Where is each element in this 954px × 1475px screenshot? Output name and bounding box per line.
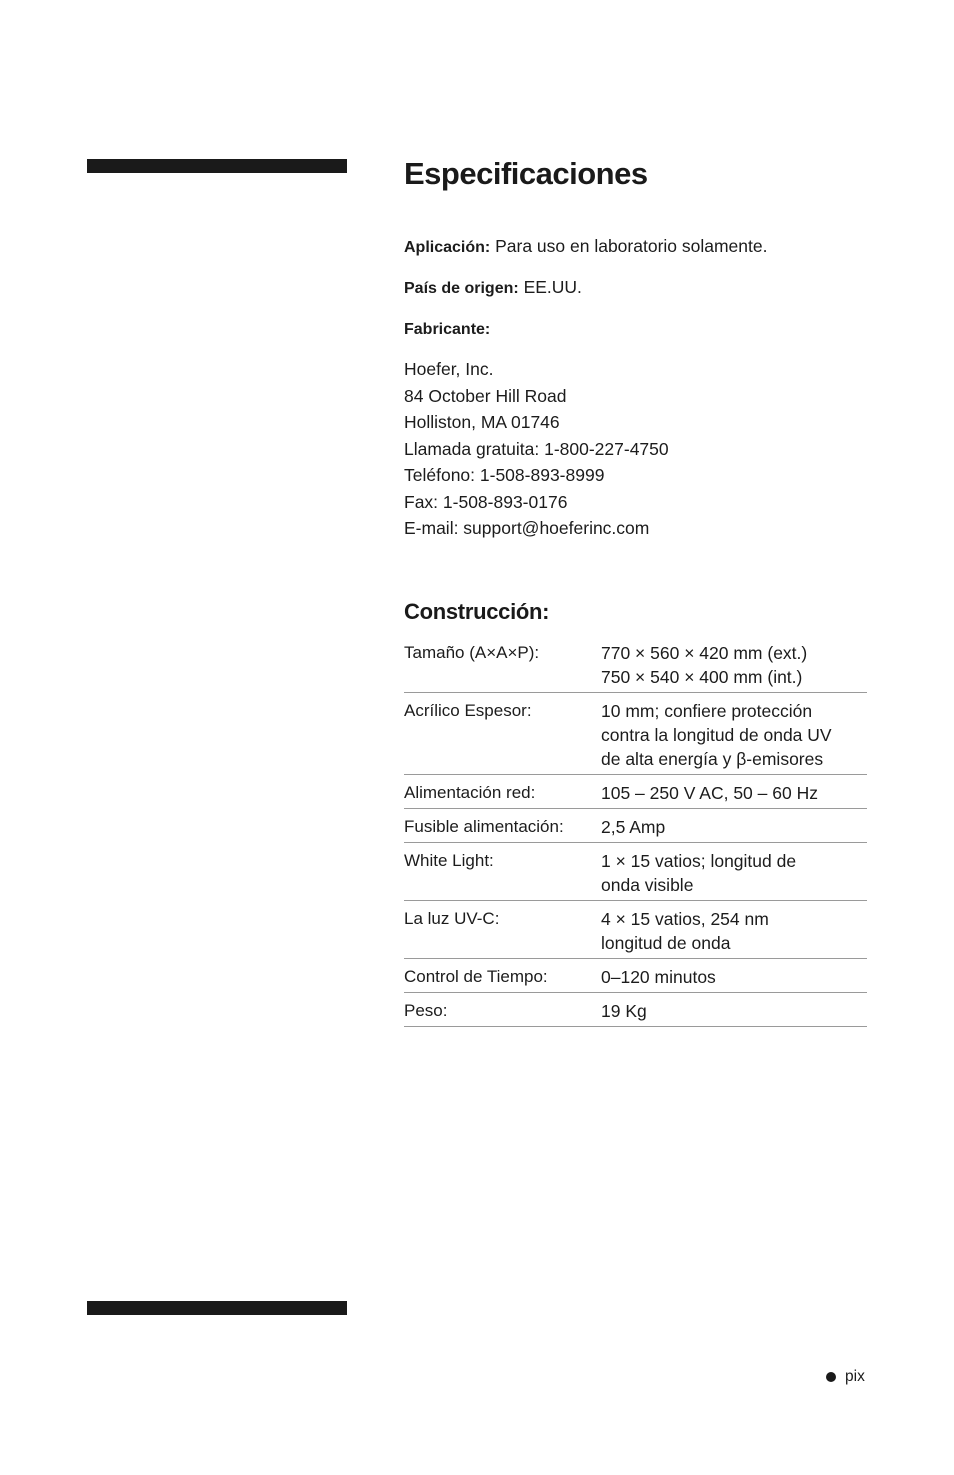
address-line: Holliston, MA 01746 (404, 412, 560, 432)
spec-value (601, 641, 867, 689)
spec-value-line: longitud de onda (601, 933, 731, 953)
field-aplicacion (404, 235, 767, 259)
top-rule-bar (87, 159, 347, 173)
manufacturer-address (404, 356, 669, 542)
spec-row (404, 775, 867, 809)
spec-value (601, 965, 867, 989)
field-fabricante-label: Fabricante: (404, 321, 491, 338)
spec-row (404, 993, 867, 1027)
field-pais-label: País de origen: (404, 280, 519, 297)
field-fabricante (404, 317, 490, 341)
address-line: Hoefer, Inc. (404, 359, 494, 379)
address-line: 84 October Hill Road (404, 385, 567, 406)
spec-label: Tamaño (A×A×P): (404, 643, 540, 662)
main-content (404, 150, 867, 1021)
spec-value-line: 1 × 15 vatios; longitud de (601, 851, 797, 871)
spec-value (601, 999, 867, 1023)
address-line: Llamada gratuita: 1-800-227-4750 (404, 438, 669, 459)
spec-value (601, 699, 867, 771)
spec-value-line: 105 – 250 V AC, 50 – 60 Hz (601, 783, 818, 803)
field-pais-value: EE.UU. (518, 277, 582, 297)
spec-label: Acrílico Espesor: (404, 701, 532, 720)
spec-value (601, 907, 867, 955)
spec-row (404, 901, 867, 959)
section-title-construccion: Construcción: (404, 599, 550, 624)
spec-row (404, 843, 867, 901)
spec-value-line: onda visible (601, 875, 694, 895)
spec-value-line: contra la longitud de onda UV (601, 725, 832, 745)
spec-value-line: 10 mm; confiere protección (601, 701, 813, 721)
spec-value-line: de alta energía y β-emisores (601, 749, 824, 769)
spec-row (404, 959, 867, 993)
spec-row (404, 639, 867, 693)
spec-value-line: 19 Kg (601, 1001, 647, 1021)
bullet-icon (826, 1372, 836, 1382)
spec-value-line: 0–120 minutos (601, 967, 716, 987)
spec-label: Control de Tiempo: (404, 967, 548, 986)
spec-row (404, 693, 867, 775)
field-aplicacion-label: Aplicación: (404, 239, 491, 256)
spec-value (601, 849, 867, 897)
spec-label: Fusible alimentación: (404, 817, 564, 836)
spec-label: Alimentación red: (404, 783, 536, 802)
address-line: Teléfono: 1-508-893-8999 (404, 465, 605, 485)
spec-label: La luz UV-C: (404, 909, 500, 928)
page-number: pix (845, 1368, 865, 1385)
page-footer (826, 1366, 865, 1388)
field-pais (404, 276, 582, 300)
spec-value-line: 770 × 560 × 420 mm (ext.) (601, 643, 808, 663)
spec-value-line: 4 × 15 vatios, 254 nm (601, 909, 769, 929)
spec-value (601, 815, 867, 839)
spec-row (404, 809, 867, 843)
bottom-rule-bar (87, 1301, 347, 1315)
address-line: Fax: 1-508-893-0176 (404, 491, 568, 512)
spec-value-line: 750 × 540 × 400 mm (int.) (601, 667, 803, 687)
address-line: E-mail: support@hoeferinc.com (404, 518, 650, 538)
spec-value (601, 781, 867, 805)
field-aplicacion-value: Para uso en laboratorio solamente. (490, 236, 768, 256)
spec-label: White Light: (404, 851, 494, 870)
spec-value-line: 2,5 Amp (601, 817, 666, 837)
page-title: Especificaciones (404, 156, 648, 191)
spec-label: Peso: (404, 1001, 448, 1020)
spec-table (404, 639, 867, 1027)
